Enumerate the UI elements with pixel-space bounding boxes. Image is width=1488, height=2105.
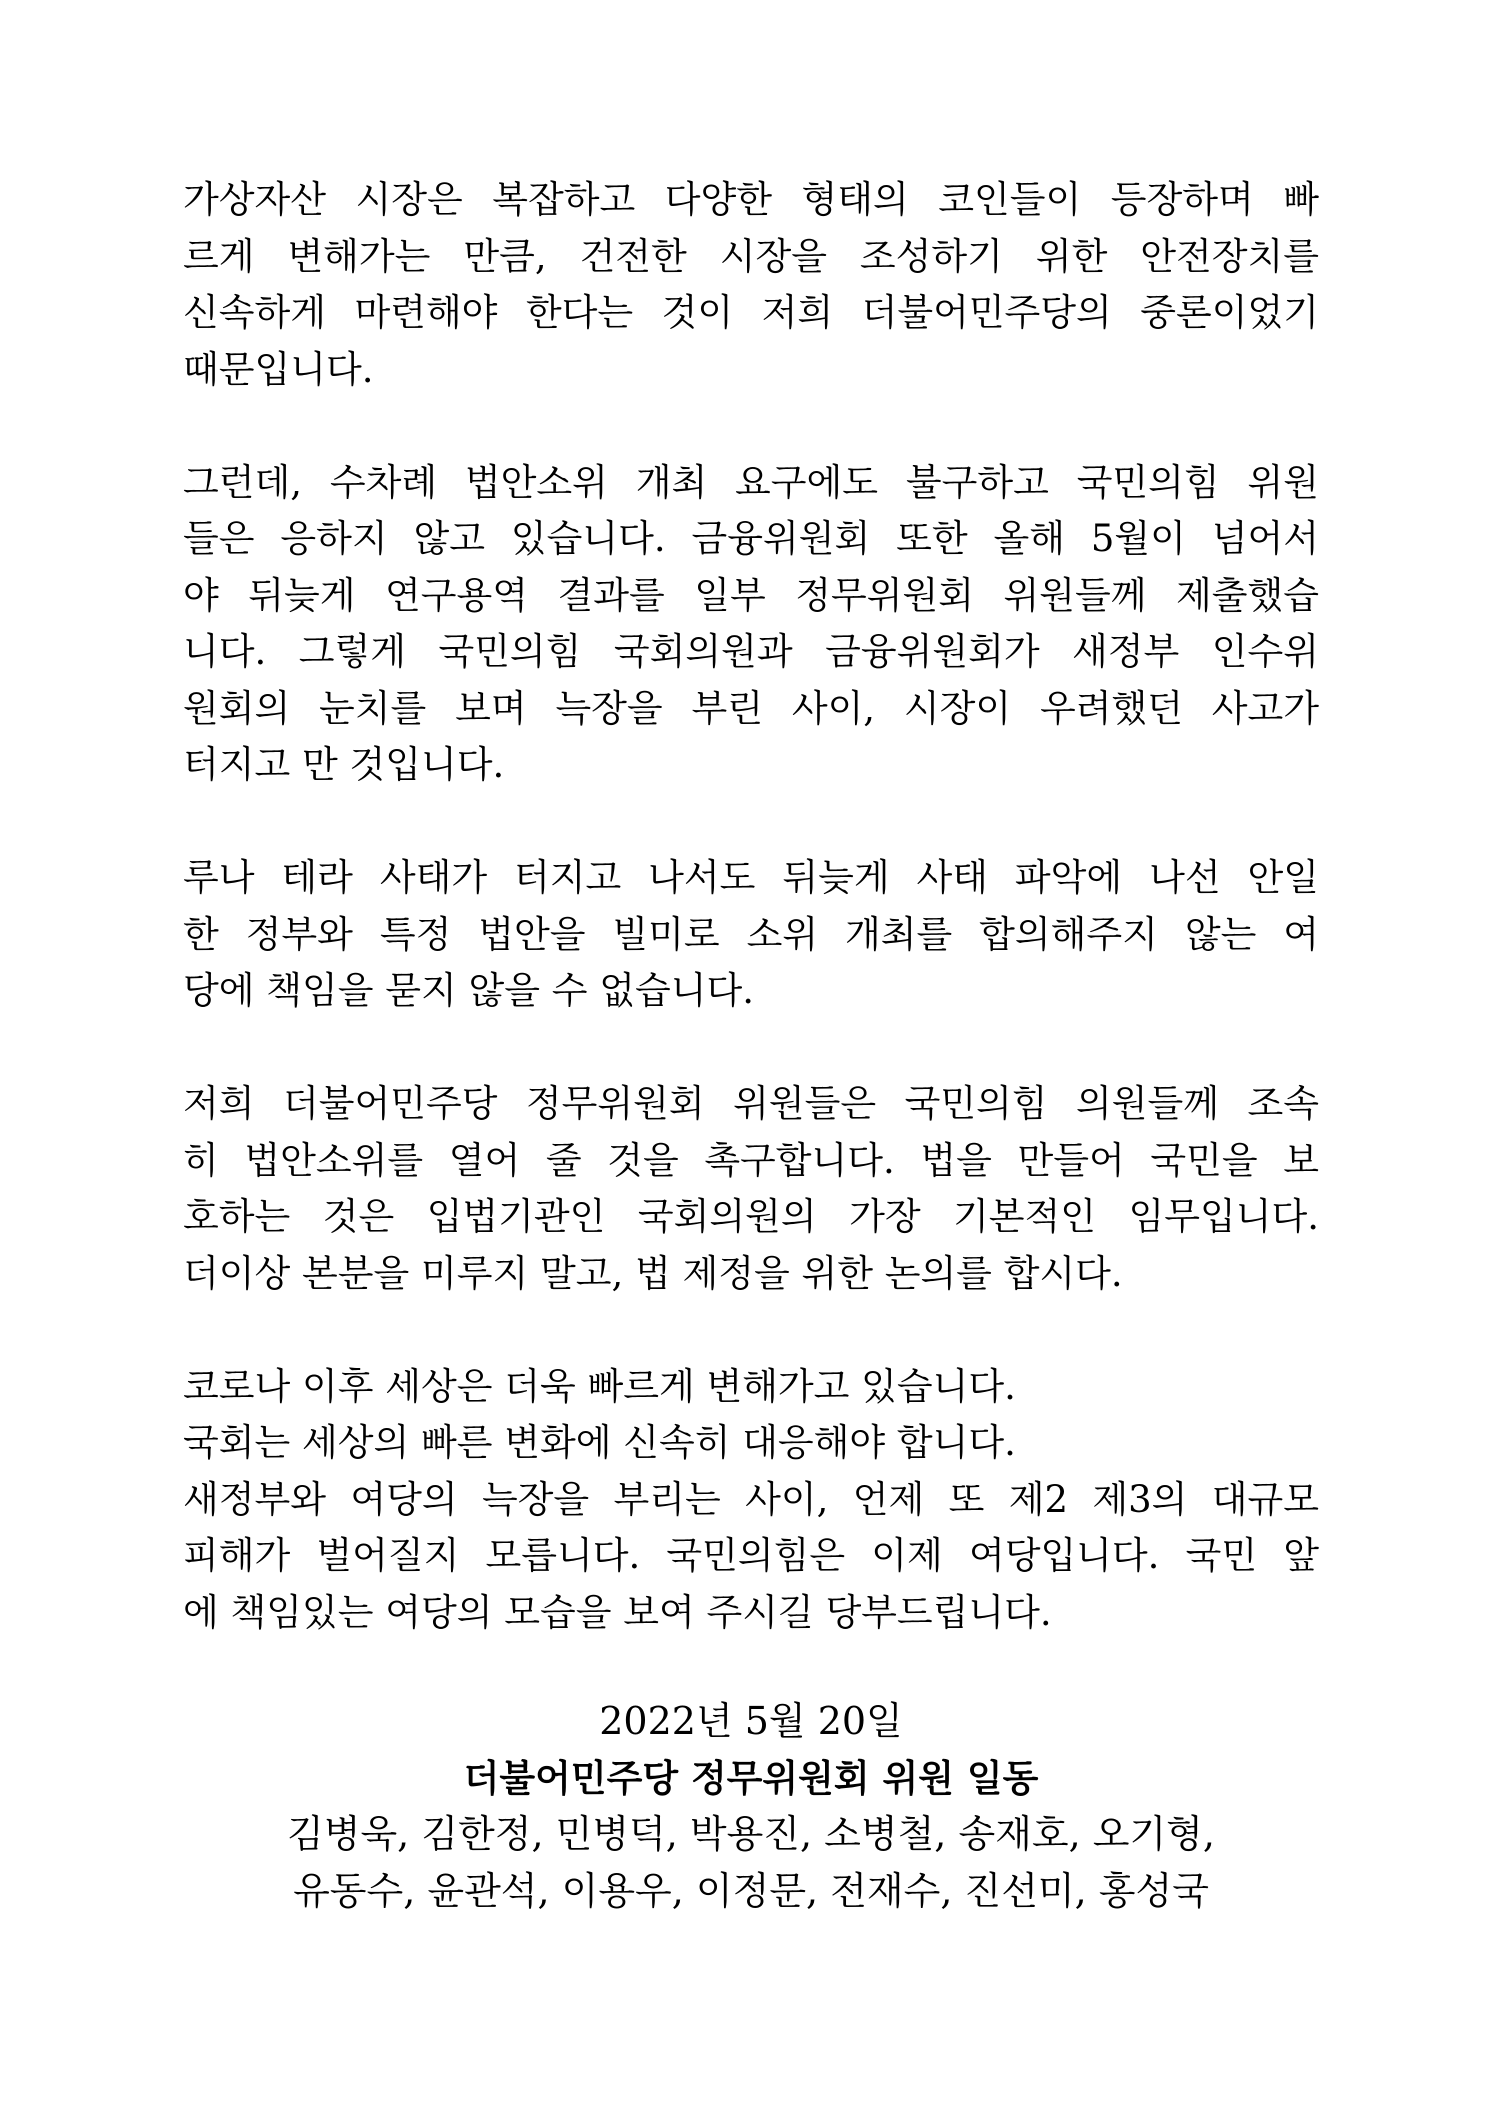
text-line: 피해가 벌어질지 모릅니다. 국민의힘은 이제 여당입니다. 국민 앞 — [183, 1534, 1319, 1577]
text-line: 신속하게 마련해야 한다는 것이 저희 더불어민주당의 중론이었기 — [183, 291, 1319, 334]
text-line: 때문입니다. — [183, 347, 374, 391]
text-line: 호하는 것은 입법기관인 국회의원의 가장 기본적인 임무입니다. — [183, 1195, 1319, 1238]
paragraph — [183, 850, 1319, 1020]
text-line: 니다. 그렇게 국민의힘 국회의원과 금융위원회가 새정부 인수위 — [183, 630, 1319, 673]
paragraph — [183, 455, 1319, 794]
text-line: 저희 더불어민주당 정무위원회 위원들은 국민의힘 의원들께 조속 — [183, 1082, 1319, 1125]
text-line: 들은 응하지 않고 있습니다. 금융위원회 또한 올해 5월이 넘어서 — [183, 517, 1319, 560]
text-line: 히 법안소위를 열어 줄 것을 촉구합니다. 법을 만들어 국민을 보 — [183, 1138, 1319, 1182]
body-text — [183, 172, 1319, 1641]
text-line: 르게 변해가는 만큼, 건전한 시장을 조성하기 위한 안전장치를 — [183, 234, 1319, 278]
paragraph — [183, 172, 1319, 398]
paragraph — [183, 1076, 1319, 1302]
closing-block — [183, 1693, 1319, 1919]
text-line: 국회는 세상의 빠른 변화에 신속히 대응해야 합니다. — [183, 1421, 1016, 1464]
text-line: 루나 테라 사태가 터지고 나서도 뒤늦게 사태 파악에 나선 안일 — [183, 856, 1319, 899]
signer-names-line: 김병욱, 김한정, 민병덕, 박용진, 소병철, 송재호, 오기형, — [287, 1812, 1215, 1856]
signatory: 더불어민주당 정무위원회 위원 일동 — [463, 1755, 1039, 1800]
paragraph — [183, 1359, 1319, 1642]
text-line: 더이상 본분을 미루지 말고, 법 제정을 위한 논의를 합시다. — [183, 1251, 1123, 1295]
text-line: 야 뒤늦게 연구용역 결과를 일부 정무위원회 위원들께 제출했습 — [183, 573, 1319, 617]
signer-names-line: 유동수, 윤관석, 이용우, 이정문, 전재수, 진선미, 홍성국 — [293, 1868, 1209, 1913]
text-line: 당에 책임을 묻지 않을 수 없습니다. — [183, 969, 754, 1012]
text-line: 한 정부와 특정 법안을 빌미로 소위 개최를 합의해주지 않는 여 — [183, 912, 1319, 956]
text-line: 원회의 눈치를 보며 늑장을 부린 사이, 시장이 우려했던 사고가 — [183, 686, 1319, 730]
text-line: 터지고 만 것입니다. — [183, 743, 505, 786]
text-line: 코로나 이후 세상은 더욱 빠르게 변해가고 있습니다. — [183, 1364, 1016, 1408]
text-line: 가상자산 시장은 복잡하고 다양한 형태의 코인들이 등장하며 빠 — [183, 178, 1319, 221]
statement-date: 2022년 5월 20일 — [599, 1699, 903, 1743]
text-line: 에 책임있는 여당의 모습을 보여 주시길 당부드립니다. — [183, 1590, 1052, 1634]
text-line: 그런데, 수차례 법안소위 개최 요구에도 불구하고 국민의힘 위원 — [183, 460, 1319, 504]
text-line: 새정부와 여당의 늑장을 부리는 사이, 언제 또 제2 제3의 대규모 — [183, 1477, 1319, 1521]
